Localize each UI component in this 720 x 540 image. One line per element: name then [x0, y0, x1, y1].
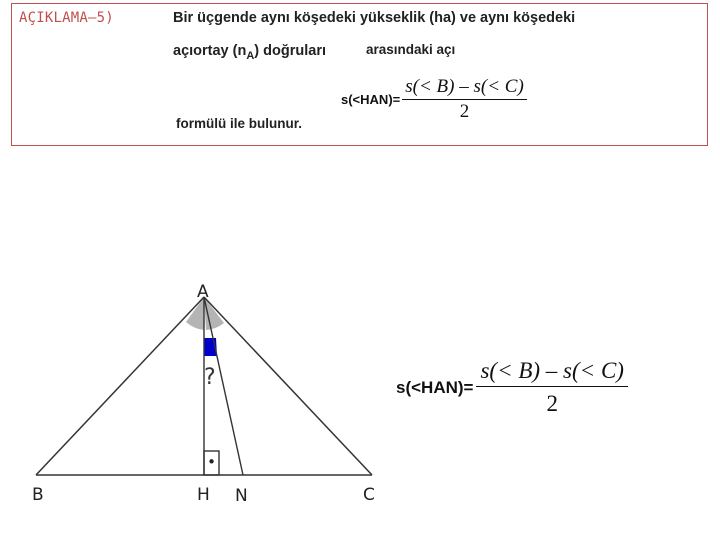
right-angle-dot: • — [207, 453, 216, 471]
formula-small-lhs: s(<HAN)= — [341, 92, 401, 107]
formula-large-denominator: 2 — [546, 391, 558, 416]
vertex-label-n: N — [235, 486, 248, 506]
explanation-line-2-right: arasındaki açı — [366, 42, 456, 57]
line2-start: açıortay (n — [173, 43, 247, 59]
side-ab — [36, 297, 204, 475]
formula-large-lhs: s(<HAN)= — [396, 377, 474, 397]
formula-large-fraction — [476, 358, 627, 417]
formula-large — [396, 358, 628, 417]
vertex-label-b: B — [32, 485, 44, 505]
explanation-heading: AÇIKLAMA–5) — [19, 10, 114, 26]
formula-large-numerator: s(< B) – s(< C) — [480, 358, 624, 383]
line2-subscript: A — [246, 49, 255, 62]
vertex-label-h: H — [197, 485, 210, 505]
formula-small-numerator: s(< B) – s(< C) — [405, 76, 524, 97]
vertex-label-a: A — [197, 282, 209, 302]
formula-small-denominator: 2 — [459, 101, 470, 122]
explanation-line-end: formülü ile bulunur. — [176, 116, 302, 131]
formula-large-bar — [476, 386, 627, 387]
unknown-angle-label: ? — [204, 365, 216, 390]
line2-end: ) doğruları — [254, 43, 326, 59]
explanation-line-1: Bir üçgende aynı köşedeki yükseklik (ha) ve aynı köşedeki — [173, 10, 576, 26]
side-ac — [204, 297, 372, 475]
vertex-label-c: C — [363, 485, 375, 505]
